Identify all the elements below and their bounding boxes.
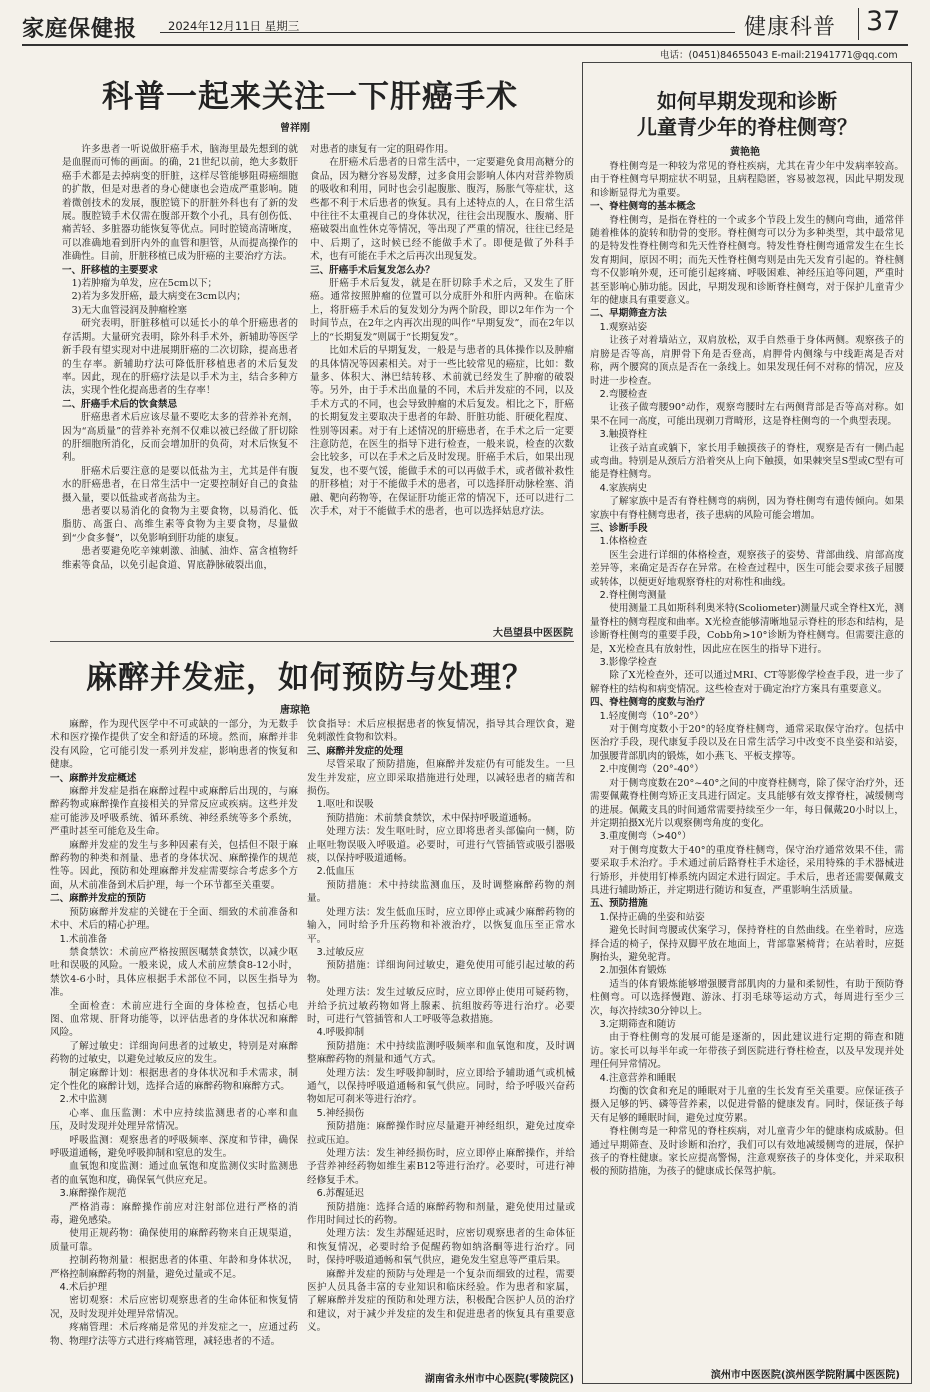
subheading: 2.低血压 xyxy=(316,866,355,878)
subheading: 6.苏醒延迟 xyxy=(316,1188,365,1200)
paragraph: 密切观察：术后应密切观察患者的生命体征和恢复情况，及时发现并处理异常情况。 xyxy=(50,1295,298,1320)
article2-author: 唐琼艳 xyxy=(280,705,310,716)
subheading: 1.呕吐和误吸 xyxy=(316,799,374,811)
paragraph: 了解家族中是否有脊柱侧弯的病例，因为脊柱侧弯有遗传倾向。如果家族中有脊柱侧弯患者，孩子患病的风险可能会增加。 xyxy=(590,496,904,521)
paragraph: 全面检查：术前应进行全面的身体检查，包括心电图、血常规、肝肾功能等，以评估患者的身体状况和麻醉风险。 xyxy=(50,1000,298,1039)
paragraph: 预防措施：选择合适的麻醉药物和剂量，避免使用过量或作用时间过长的药物。 xyxy=(307,1201,575,1227)
paragraph: 处理方法：发生呼吸抑制时，应立即给予辅助通气或机械通气，以保持呼吸道通畅和氧气供应。同时，给予呼吸兴奋药物如尼可刹米等进行治疗。 xyxy=(307,1067,575,1106)
paragraph: 处理方法：发生呕吐时，应立即将患者头部偏向一侧，防止呕吐物误吸入呼吸道。必要时，可进行气管插管或吸引器吸痰，以保持呼吸道通畅。 xyxy=(307,826,575,865)
subheading: 4.注意营养和睡眠 xyxy=(599,1072,676,1084)
issue-date: 2024年12月11日 星期三 xyxy=(168,19,300,33)
article1-title: 科普一起来关注一下肝癌手术 xyxy=(102,79,518,115)
subheading: 1.轻度侧弯（10°-20°） xyxy=(599,710,704,722)
paragraph: 麻醉并发症是指在麻醉过程中或麻醉后出现的，与麻醉药物或麻醉操作直接相关的异常反应或疾病。这些并发症可能涉及呼吸系统、循环系统、神经系统等多个系统，严重时甚至可能危及生命。 xyxy=(50,786,298,838)
article3-title-line1: 如何早期发现和诊断 xyxy=(657,89,837,113)
masthead-rule xyxy=(22,44,908,46)
subheading: 3.过敏反应 xyxy=(316,946,365,958)
subheading: 2.脊柱侧弯测量 xyxy=(599,590,667,601)
paragraph: 让孩子站直或躺下，家长用手触摸孩子的脊柱，观察是否有一侧凸起或弯曲。特别是从颈后方沿着突从上向下触摸，如果棘突呈S型或C型有可能是脊柱侧弯。 xyxy=(590,442,904,481)
paragraph: 血氧饱和度监测：通过血氧饱和度监测仪实时监测患者的血氧饱和度，确保氧气供应充足。 xyxy=(50,1161,298,1186)
paragraph: 肝癌术后要注意的是要以低盐为主，尤其是伴有腹水的肝癌患者，在日常生活中一定要控制好自己的食盐摄入量，要以低盐或者高盐为主。 xyxy=(62,465,298,504)
paragraph: 对于侧弯度数小于20°的轻度脊柱侧弯，通常采取保守治疗。包括中医治疗手段，现代康复手段以及在日常生活学习中改变不良坐姿和站姿，加强腰背部肌肉的锻炼，如小燕飞、平板支撑等。 xyxy=(590,724,904,762)
paragraph: 使用正规药物：确保使用的麻醉药物来自正规渠道，质量可靠。 xyxy=(50,1228,298,1253)
list-item: 1)若肿瘤为单发，应在5cm以下； xyxy=(71,278,218,290)
paragraph: 肝癌手术后复发，就是在肝切除手术之后，又发生了肝癌。通常按照肿瘤的位置可以分成肝外和肝内两种。在临床上，将肝癌手术后的复发划分为两个阶段，即以2年作为一个时间节点，在2年之内再次出现的叫作“早期复发”，而在2年以上的“长期复发”则属于“长期复发”。 xyxy=(310,278,574,343)
paragraph: 避免长时间弯腰或伏案学习，保持脊柱的自然曲线。在坐着时，应选择合适的椅子，保持双脚平放在地面上，背部靠紧椅背；在站着时，应挺胸抬头，避免驼背。 xyxy=(590,925,904,963)
paragraph: 预防措施：术前禁食禁饮，术中保持呼吸道通畅。 xyxy=(326,812,538,824)
subheading: 4.术后护理 xyxy=(59,1282,108,1294)
paragraph: 控制药物剂量：根据患者的体重、年龄和身体状况，严格控制麻醉药物的剂量，避免过量或不足。 xyxy=(50,1255,298,1280)
section-heading: 一、脊柱侧弯的基本概念 xyxy=(590,201,696,213)
paragraph: 研究表明，肝脏移植可以延长小的单个肝癌患者的存活期。大量研究表明，除外科手术外，新辅助等医学新手段有望实现对中进展期肝癌的二次切除，提高患者的生存率。新辅助疗法可降低肝移植患者的术后复发率。因此，现在的肝癌疗法是以手术为主，结合多种方法，实现个性化提高患者的生存率！ xyxy=(62,318,298,397)
subheading: 1.术前准备 xyxy=(59,933,108,945)
article1-source: 大邑望县中医医院 xyxy=(493,628,573,639)
paragraph: 除了X光检查外，还可以通过MRI、CT等影像学检查手段，进一步了解脊柱的结构和病变情况。这些检查对于确定治疗方案具有重要意义。 xyxy=(590,670,904,695)
paragraph: 处理方法：发生低血压时，应立即停止或减少麻醉药物的输入，同时给予升压药物和补液治疗，以恢复血压至正常水平。 xyxy=(307,906,575,945)
paragraph: 饮食指导：术后应根据患者的恢复情况，指导其合理饮食，避免刺激性食物和饮料。 xyxy=(307,719,575,744)
article2-right-column xyxy=(307,718,575,1366)
subheading: 3.影像学检查 xyxy=(599,657,657,669)
paragraph: 让孩子做弯腰90°动作，观察弯腰时左右两侧背部是否等高对称。如果不在同一高度，可能出现剃刀背畸形，这是脊柱侧弯的一个典型表现。 xyxy=(590,402,904,427)
article2-source: 湖南省永州市中心医院(零陵院区) xyxy=(424,1374,574,1385)
paragraph: 均衡的饮食和充足的睡眠对于儿童的生长发育至关重要。应保证孩子摄入足够的钙、磷等营养素，以促进骨骼的健康发育。同时，保证孩子每天有足够的睡眠时间，避免过度劳累。 xyxy=(590,1086,904,1124)
paragraph: 麻醉并发症的预防与处理是一个复杂而细致的过程，需要医护人员具备丰富的专业知识和临床经验。作为患者和家属，了解麻醉并发症的预防和处理方法，积极配合医护人员的治疗和建议，对于减少并发症的发生和促进患者的恢复具有重要意义。 xyxy=(307,1268,575,1334)
paragraph: 对于侧弯度数在20°~40°之间的中度脊柱侧弯，除了保守治疗外，还需要佩戴脊柱侧弯矫正支具进行固定。支具能够有效支撑脊柱，减缓侧弯的进展。佩戴支具的时间通常需要持续至少一年，每日佩戴20小时以上，并定期拍摄X光片以观察侧弯角度的变化。 xyxy=(590,777,904,829)
paragraph: 适当的体育锻炼能够增强腰背部肌肉的力量和柔韧性，有助于预防脊柱侧弯。可以选择慢跑、游泳、打羽毛球等运动方式，每周进行至少三次，每次持续30分钟以上。 xyxy=(590,978,904,1017)
paragraph: 预防措施：术中持续监测呼吸频率和血氧饱和度，及时调整麻醉药物的剂量和通气方式。 xyxy=(307,1040,575,1066)
paragraph: 心率、血压监测：术中应持续监测患者的心率和血压，及时发现并处理异常情况。 xyxy=(50,1107,298,1133)
subheading: 2.弯腰检查 xyxy=(599,388,648,400)
paragraph: 患者要避免吃辛辣刺激、油腻、油炸、富含植物纤维素等食品，以免引起食道、胃底静脉破裂出血， xyxy=(62,546,298,571)
subheading: 4.呼吸抑制 xyxy=(316,1027,365,1039)
subheading: 2.加强体育锻炼 xyxy=(599,965,667,977)
date-rule xyxy=(160,32,735,33)
paragraph: 对于侧弯度数大于40°的重度脊柱侧弯，保守治疗通常效果不佳，需要采取手术治疗。手术通过前后路脊柱手术途径，采用特殊的手术器械进行矫形，并使用钉棒系统内固定术进行固定。手术后，患者还需要佩戴支具进行辅助矫正，并定期进行随访和复查，严重影响生活质量。 xyxy=(590,844,904,896)
article1-right-column xyxy=(310,143,574,625)
paragraph: 预防措施：详细询问过敏史，避免使用可能引起过敏的药物。 xyxy=(307,960,575,985)
article1-author: 曾祥刚 xyxy=(280,123,310,134)
subheading: 3.定期筛查和随访 xyxy=(599,1019,676,1030)
paragraph: 了解过敏史：详细询问患者的过敏史，特别是对麻醉药物的过敏史，以避免过敏反应的发生。 xyxy=(50,1040,298,1066)
paragraph: 肝癌患者术后应该尽量不要吃太多的营养补充剂，因为“高质量”的营养补充剂不仅难以被已经做了肝切除的肝细胞所消化，反而会增加肝的负荷，对术后恢复不利。 xyxy=(62,412,298,464)
paragraph: 医生会进行详细的体格检查，观察孩子的姿势、背部曲线、肩部高度差异等，来确定是否存在异常。在检查过程中，医生可能会要求孩子屈腰或转体，以便更好地观察脊柱的对称性和曲线。 xyxy=(590,549,904,588)
subheading: 3.触摸脊柱 xyxy=(599,429,648,441)
section-heading: 二、早期筛查方法 xyxy=(590,308,667,320)
subheading: 5.神经损伤 xyxy=(316,1107,365,1119)
paragraph: 麻醉并发症的发生与多种因素有关，包括但不限于麻醉药物的种类和剂量、患者的身体状况、麻醉操作的规范性等。因此，预防和处理麻醉并发症需要综合考虑多个方面，从术前准备到术后护理，每一个环节都至关重要。 xyxy=(50,839,298,891)
list-item: 3)无大血管浸润及肿瘤栓塞 xyxy=(71,304,187,316)
masthead xyxy=(0,0,930,48)
paragraph: 脊柱侧弯是一种常见的脊柱疾病，对儿童青少年的健康构成威胁。但通过早期筛查、及时诊断和治疗，我们可以有效地减缓侧弯的进展，保护孩子的脊柱健康。家长应提高警惕，注意观察孩子的身体变化，并采取积极的预防措施，为孩子的健康成长保驾护航。 xyxy=(590,1126,904,1178)
paragraph: 禁食禁饮：术前应严格按照医嘱禁食禁饮，以减少呕吐和误吸的风险。一般来说，成人术前应禁食8-12小时，禁饮4-6小时，具体应根据手术部位不同，以医生指导为准。 xyxy=(50,946,298,999)
subheading: 3.重度侧弯（>40°） xyxy=(599,831,692,843)
paragraph: 麻醉，作为现代医学中不可或缺的一部分，为无数手术和医疗操作提供了安全和舒适的环境。然而，麻醉并非没有风险，它可能引发一系列并发症，影响患者的恢复和健康。 xyxy=(50,719,298,771)
section-heading: 三、肝癌手术后复发怎么办？ xyxy=(310,264,435,276)
article2-title: 麻醉并发症，如何预防与处理？ xyxy=(86,660,534,696)
paragraph: 对患者的康复有一定的阻碍作用。 xyxy=(310,144,454,155)
section-heading: 二、麻醉并发症的预防 xyxy=(50,893,146,905)
paragraph: 患者要以易消化的食物为主要食物，以易消化、低脂肪、高蛋白、高维生素等食物为主要食物，尽量做到“少食多餐”，以免影响到肝功能的康复。 xyxy=(62,505,298,544)
subheading: 1.观察站姿 xyxy=(599,321,648,333)
paragraph: 比如术后的早期复发，一般是与患者的具体操作以及肿瘤的具体情况等因素相关。对于一些比较常见的癌症，比如：数量多、体积大、淋巴结转移、术前就已经发生了肿瘤的破裂等。另外，由于手术出血量的不同，术后并发症的不同，以及手术方式的不同，也会导致肿瘤的术后复发。相比之下，肝癌的长期复发主要取决于患者的年龄、肝脏功能、肝硬化程度、性别等因素。对于有上述情况的肝癌患者，在手术之后一定要注意防范，在医生的指导下进行检查，一般来说，检查的次数会比较多，可以在手术之后及时发现。肝癌手术后，如果出现复发，也不要气馁，能做手术的可以再做手术，或者做补救性的肝移植；对于不能做手术的患者，可以选择肝动脉栓塞、消融、靶向药物等，在保证肝功能正常的情况下，还可以进行二次手术，对于不能做手术的患者，也可以选择姑息疗法。 xyxy=(310,345,574,517)
section-heading: 一、肝移植的主要要求 xyxy=(62,264,158,276)
article3-column xyxy=(590,160,904,1358)
paragraph: 脊柱侧弯，是指在脊柱的一个或多个节段上发生的侧向弯曲，通常伴随着椎体的旋转和肋骨的变形。脊柱侧弯可以分为多种类型，其中最常见的是特发性脊柱侧弯和先天性脊柱侧弯。特发性脊柱侧弯通常发生在生长发育期间，原因不明；而先天性脊柱侧弯则是由先天发育引起的。脊柱侧弯不仅影响外观，还可能引起疼痛、呼吸困难、神经压迫等问题，严重时甚至影响心肺功能。因此，早期发现和诊断脊柱侧弯，对于保护儿童青少年的健康具有重要意义。 xyxy=(590,214,904,307)
paragraph: 处理方法：发生神经损伤时，应立即停止麻醉操作，并给予营养神经药物如维生素B12等进行治疗。必要时，可进行神经修复手术。 xyxy=(307,1148,575,1186)
subheading: 1.体格检查 xyxy=(599,536,648,548)
article1-left-column xyxy=(62,143,298,618)
section-heading: 二、肝癌手术后的饮食禁忌 xyxy=(62,398,178,410)
section-divider xyxy=(858,8,859,40)
paragraph: 预防麻醉并发症的关键在于全面、细致的术前准备和术中、术后的精心护理。 xyxy=(50,906,298,932)
contact-line: 电话：(0451)84655043 E-mail:21941771@qq.com xyxy=(660,50,898,61)
paragraph: 预防措施：术中持续监测血压，及时调整麻醉药物的剂量。 xyxy=(307,879,575,905)
article2-left-column xyxy=(50,718,298,1376)
section-heading: 三、麻醉并发症的处理 xyxy=(307,745,403,757)
paragraph: 在肝癌术后患者的日常生活中，一定要避免食用高糖分的食品，因为糖分容易发酵，过多食用会影响人体内对营养物质的吸收和利用，同时也会引起腹胀、腹泻，肠胀气等症状，这些都不利于术后患者的恢复。具有上述特点的人，在日常生活中往往不太重视自己的身体状况，往往会出现腹水、腹痛、肝癌破裂出血性休克等情况，等出现了严重的情况，往往已经是中、后期了，这时候已经不能做手术了。即便是做了外科手术，也有可能在手术之后再次出现复发。 xyxy=(310,157,574,263)
paragraph: 尽管采取了预防措施，但麻醉并发症仍有可能发生。一旦发生并发症，应立即采取措施进行处理，以减轻患者的痛苦和损伤。 xyxy=(307,759,575,798)
article-divider xyxy=(50,641,574,642)
paragraph: 呼吸监测：观察患者的呼吸频率、深度和节律，确保呼吸道通畅，避免呼吸抑制和窒息的发生。 xyxy=(50,1134,298,1159)
section-name: 健康科普 xyxy=(744,15,837,40)
paragraph: 疼痛管理：术后疼痛是常见的并发症之一，应通过药物、物理疗法等方式进行疼痛管理，减轻患者的不适。 xyxy=(50,1322,298,1347)
paragraph: 处理方法：发生苏醒延迟时，应密切观察患者的生命体征和恢复情况，必要时给予促醒药物如纳洛酮等进行治疗。同时，保持呼吸道通畅和氧气供应，避免发生窒息等严重后果。 xyxy=(307,1228,575,1267)
subheading: 2.术中监测 xyxy=(59,1094,108,1106)
article3-source: 滨州市中医医院(滨州医学院附属中医医院) xyxy=(710,1370,900,1381)
paragraph: 使用测量工具如斯科利奥米特(Scoliometer)测量尺或全脊柱X光，测量脊柱的侧弯程度和曲率。X光检查能够清晰地显示脊柱的形态和结构，是诊断脊柱侧弯的重要手段，Cobb角>10°诊断为脊柱侧弯。但需要注意的是，X光检查具有放射性，因此应在医生的指导下进行。 xyxy=(590,603,904,655)
paragraph: 处理方法：发生过敏反应时，应立即停止使用可疑药物，并给予抗过敏药物如肾上腺素、抗组胺药等进行治疗。必要时，可进行气管插管和人工呼吸等急救措施。 xyxy=(307,987,575,1025)
section-heading: 四、脊柱侧弯的度数与治疗 xyxy=(590,697,706,709)
subheading: 1.保持正确的坐姿和站姿 xyxy=(599,911,705,923)
paragraph: 许多患者一听说做肝癌手术，脑海里最先想到的就是血腥而可怖的画面。的确，21世纪以前，绝大多数肝癌手术都是去掉病变的肝脏，这样尽管能够阻碍癌细胞的扩散，但是对患者的身心健康也会造成严重影响。随着微创技术的发展，腹腔镜下的肝脏外科也有了新的发展。腹腔镜手术仅需在腹部开数个小孔，具有创伤低、痛苦轻、多脏器功能恢复等优点。同时腔镜高清晰度，可以准确地看到肝内外的血管和胆管，从而提高操作的准确性。目前，肝脏移植已成为肝癌的主要治疗方法。 xyxy=(62,144,298,263)
subheading: 4.家族病史 xyxy=(599,482,648,494)
section-heading: 一、麻醉并发症概述 xyxy=(50,772,137,784)
subheading: 3.麻醉操作规范 xyxy=(59,1188,127,1200)
article3-title-line2: 儿童青少年的脊柱侧弯？ xyxy=(637,115,857,139)
paragraph: 严格消毒：麻醉操作前应对注射部位进行严格的消毒，避免感染。 xyxy=(50,1201,298,1227)
section-heading: 三、诊断手段 xyxy=(590,522,648,534)
page-number: 37 xyxy=(866,6,901,37)
section-heading: 五、预防措施 xyxy=(590,898,648,910)
paper-name: 家庭保健报 xyxy=(22,17,138,42)
paragraph: 制定麻醉计划：根据患者的身体状况和手术需求，制定个性化的麻醉计划，选择合适的麻醉药物和麻醉方式。 xyxy=(50,1067,298,1092)
paragraph: 由于脊柱侧弯的发展可能是逐渐的，因此建议进行定期的筛查和随访。家长可以每半年或一年带孩子到医院进行脊柱检查，以及早发现并处理任何异常情况。 xyxy=(590,1032,904,1071)
paragraph: 让孩子对着墙站立，双肩放松，双手自然垂于身体两侧。观察孩子的肩膀是否等高，肩胛骨下角是否登高，肩胛骨内侧缘与中线距离是否对称，两个腰窝的顶点是否在一条线上。如果发现任何不对称的情况，应及时进一步检查。 xyxy=(590,335,904,387)
paragraph: 预防措施：麻醉操作时应尽量避开神经组织，避免过度牵拉或压迫。 xyxy=(307,1121,575,1146)
paragraph: 脊柱侧弯是一种较为常见的脊柱疾病，尤其在青少年中发病率较高。由于脊柱侧弯早期症状不明显，且病程隐匿，容易被忽视，因此早期发现和诊断显得尤为重要。 xyxy=(590,161,904,199)
list-item: 2)若为多发肝癌，最大病变在3cm以内； xyxy=(71,291,246,303)
article3-author: 黄艳艳 xyxy=(730,147,760,158)
subheading: 2.中度侧弯（20°-40°） xyxy=(599,764,704,776)
